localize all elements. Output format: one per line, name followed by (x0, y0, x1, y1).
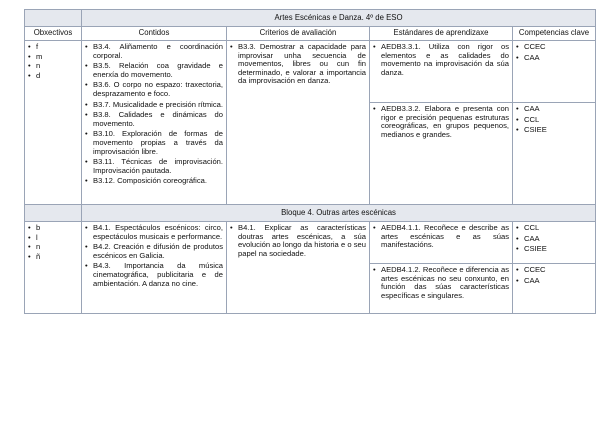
content-item: • B3.4. Aliñamento e coordinación corporal. (85, 43, 223, 60)
content-item: • B4.1. Espectáculos escénicos: circo, espectáculos musicais e performance. (85, 224, 223, 241)
block3-criteria-list (230, 43, 366, 86)
competencia-item: • CCL (516, 116, 592, 125)
block4-standard-2-cell (370, 264, 513, 314)
competencia-item: • CAA (516, 105, 592, 114)
objective-item: • l (28, 234, 78, 243)
objective-item: • n (28, 62, 78, 71)
competencia-item: • CAA (516, 235, 592, 244)
column-header-row (25, 27, 596, 41)
block4-competencias-1-cell (513, 222, 596, 264)
block4-title-corner-cell (25, 205, 82, 222)
header-contidos: Contidos (82, 27, 227, 41)
header-criterios: Criterios de avaliación (227, 27, 370, 41)
block3-standard-1-cell (370, 41, 513, 103)
standard-item: • AEDB4.1.1. Recoñece e describe as artes escénicas e as súas manifestacións. (373, 224, 509, 250)
block4-objectives-cell (25, 222, 82, 314)
objective-item: • b (28, 224, 78, 233)
block4-contents-cell (82, 222, 227, 314)
objective-item: • m (28, 53, 78, 62)
standard-item: • AEDB3.3.1. Utiliza con rigor os elementos e as calidades do movemento na improvisación da súa danza. (373, 43, 509, 77)
content-item: • B3.12. Composición coreográfica. (85, 177, 223, 186)
course-title-row (25, 10, 596, 27)
content-item: • B3.10. Exploración de formas de movemento propias a través da improvisación libre. (85, 130, 223, 156)
objective-item: • f (28, 43, 78, 52)
title-corner-cell (25, 10, 82, 27)
block3-objectives-list (28, 43, 78, 80)
block4-objectives-list (28, 224, 78, 261)
block3-competencias-2-list (516, 105, 592, 135)
block4-competencias-2-cell (513, 264, 596, 314)
content-item: • B4.3. Importancia da música cinematográfica, publicitaria e de ambientación. A danza no cine. (85, 262, 223, 288)
objective-item: • d (28, 72, 78, 81)
block4-row-1 (25, 222, 596, 264)
block3-standard-2-list (373, 105, 509, 139)
block3-criteria-cell (227, 41, 370, 205)
content-item: • B3.7. Musicalidade e precisión rítmica. (85, 101, 223, 110)
block4-competencias-1-list (516, 224, 592, 254)
content-item: • B3.8. Calidades e dinámicas do movemento. (85, 111, 223, 128)
block3-row-1 (25, 41, 596, 103)
block4-competencias-2-list (516, 266, 592, 285)
competencia-item: • CCEC (516, 266, 592, 275)
curriculum-page (24, 9, 595, 314)
objective-item: • n (28, 243, 78, 252)
competencia-item: • CSIEE (516, 126, 592, 135)
competencia-item: • CCL (516, 224, 592, 233)
block4-title-row (25, 205, 596, 222)
header-obxectivos: Obxectivos (25, 27, 82, 41)
criteria-item: • B4.1. Explicar as características doutras artes escénicas, a súa evolución ao longo da historia e o seu papel na sociedade. (230, 224, 366, 258)
objective-item: • ñ (28, 253, 78, 262)
block3-standard-2-cell (370, 103, 513, 205)
block4-criteria-cell (227, 222, 370, 314)
block3-competencias-1-list (516, 43, 592, 62)
header-competencias: Competencias clave (513, 27, 596, 41)
block4-title: Bloque 4. Outras artes escénicas (82, 205, 596, 222)
content-item: • B4.2. Creación e difusión de produtos escénicos en Galicia. (85, 243, 223, 260)
block4-standard-1-cell (370, 222, 513, 264)
header-estandares: Estándares de aprendizaxe (370, 27, 513, 41)
competencia-item: • CSIEE (516, 245, 592, 254)
curriculum-table (24, 9, 596, 314)
standard-item: • AEDB3.3.2. Elabora e presenta con rigor e precisión pequenas estruturas coreográficas, en grupos pequenos, medianos e grandes. (373, 105, 509, 139)
block3-competencias-1-cell (513, 41, 596, 103)
content-item: • B3.11. Técnicas de improvisación. Improvisación pautada. (85, 158, 223, 175)
block4-criteria-list (230, 224, 366, 258)
block3-standard-1-list (373, 43, 509, 77)
block4-standard-2-list (373, 266, 509, 300)
competencia-item: • CCEC (516, 43, 592, 52)
course-title: Artes Escénicas e Danza. 4º de ESO (82, 10, 596, 27)
block4-standard-1-list (373, 224, 509, 250)
block3-competencias-2-cell (513, 103, 596, 205)
content-item: • B3.6. O corpo no espazo: traxectoria, desprazamento e foco. (85, 81, 223, 98)
content-item: • B3.5. Relación coa gravidade e enerxía do movemento. (85, 62, 223, 79)
competencia-item: • CAA (516, 277, 592, 286)
block3-objectives-cell (25, 41, 82, 205)
competencia-item: • CAA (516, 54, 592, 63)
block3-contents-cell (82, 41, 227, 205)
criteria-item: • B3.3. Demostrar a capacidade para improvisar unha secuencia de movementos, libres ou cun fin determinado, e valorar a importancia da improvisación en danza. (230, 43, 366, 86)
block4-contents-list (85, 224, 223, 288)
standard-item: • AEDB4.1.2. Recoñece e diferencia as artes escénicas no seu conxunto, en función das súas características específicas e singulares. (373, 266, 509, 300)
block3-contents-list (85, 43, 223, 186)
